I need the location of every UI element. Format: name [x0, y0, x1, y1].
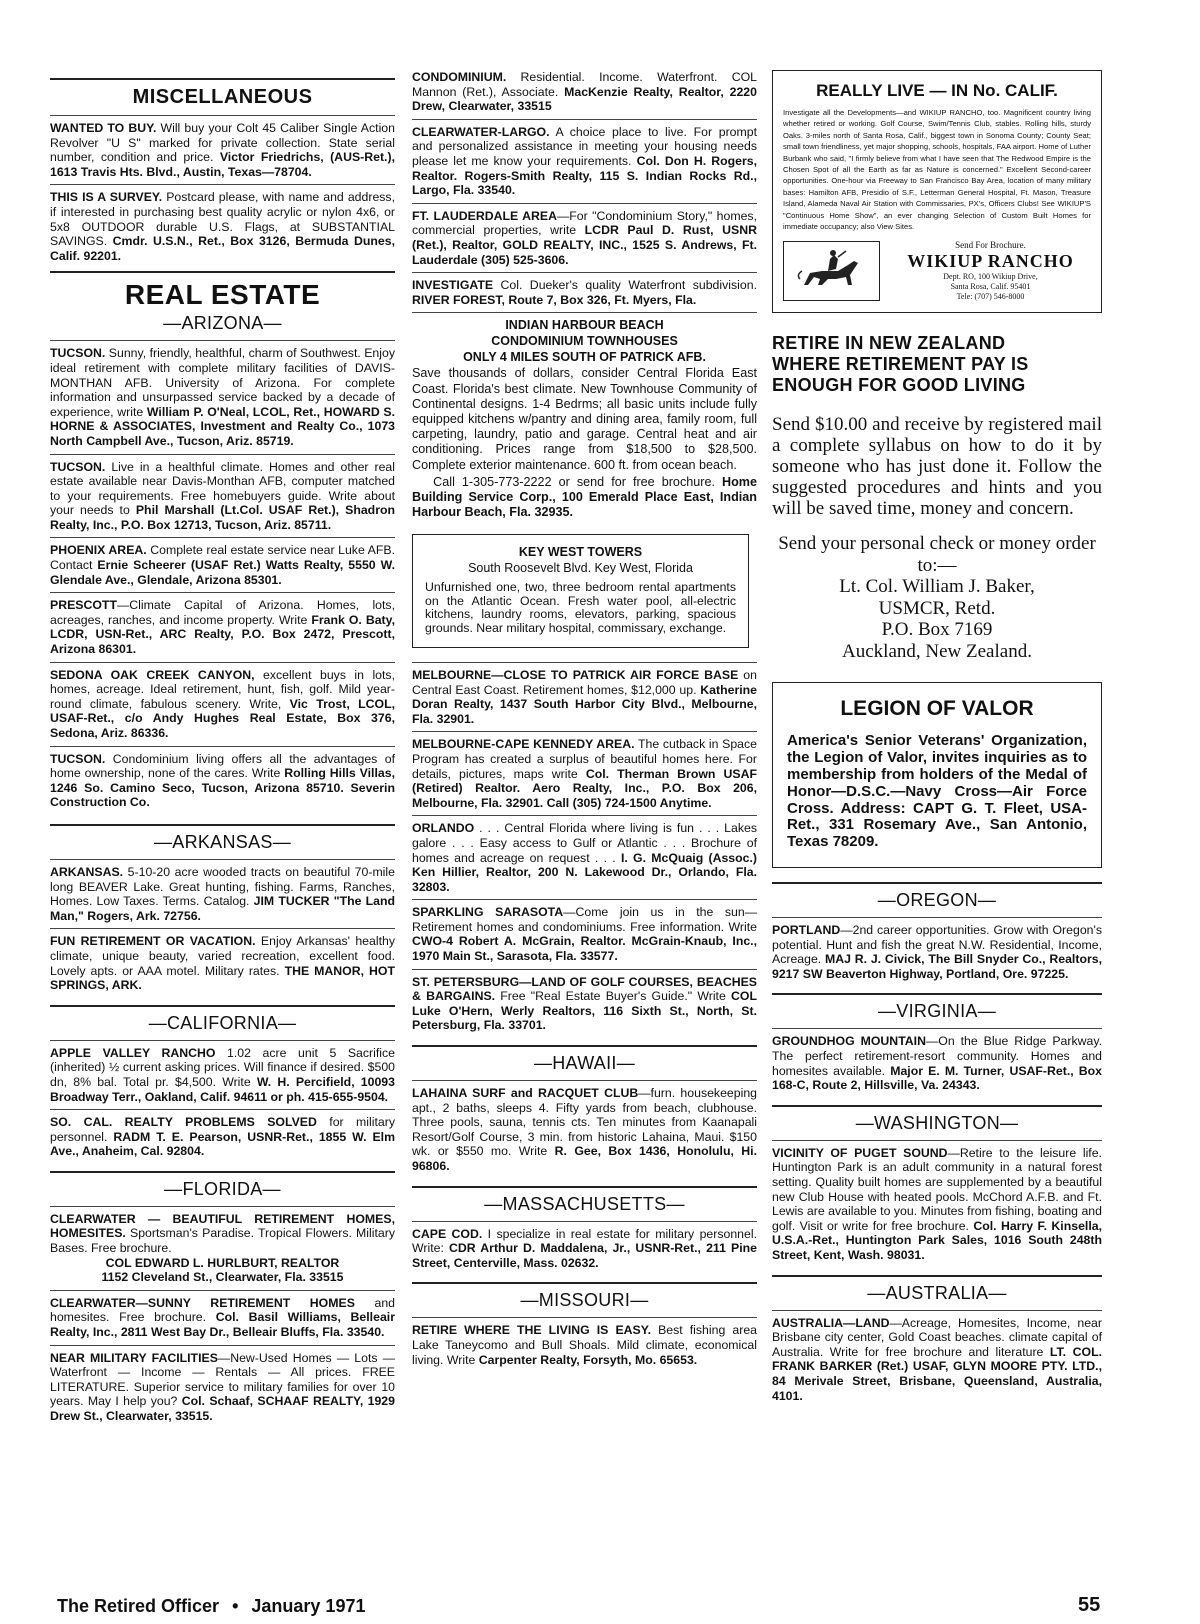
divider — [50, 340, 395, 341]
horse-rider-icon — [783, 241, 880, 301]
ad-contact: Call 1-305-773-2222 or send for free brochure. Home Building Service Corp., 100 Emerald Place East, Indian Harbour Beach, Fla. 32935. — [412, 474, 757, 520]
classified-ad: CLEARWATER-LARGO. A choice place to live. For prompt and personalized assistance in meeting your housing needs please let me know your requirements. Col. Don H. Rogers, Realtor. Rogers-Smith Realty, 115 S. Indian Rocks Rd., Largo, Fla. 33540. — [412, 124, 757, 198]
section-heading-miscellaneous: MISCELLANEOUS — [132, 86, 313, 108]
ad-headline: ENOUGH FOR GOOD LIVING — [772, 375, 1026, 396]
ad-subtitle: South Roosevelt Blvd. Key West, Florida — [468, 561, 693, 576]
classified-ad: PRESCOTT—Climate Capital of Arizona. Homes, lots, acreages, ranches, and income property. Write Frank O. Baty, LCDR, USN-Ret., ARC Realty, P.O. Box 2472, Prescott, Arizona 86301. — [50, 598, 395, 657]
classified-ad: CONDOMINIUM. Residential. Income. Waterfront. COL Mannon (Ret.), Associate. MacKenzie Realty, Realtor, 2220 Drew, Clearwater, 33515 — [412, 70, 757, 114]
divider — [50, 859, 395, 860]
ad-title: ONLY 4 MILES SOUTH OF PATRICK AFB. — [463, 350, 706, 365]
bullet-separator: • — [232, 1596, 239, 1616]
address-line: Auckland, New Zealand. — [842, 640, 1032, 662]
legion-of-valor-ad — [772, 682, 1102, 868]
divider — [412, 1221, 757, 1222]
wikiup-rancho-name: WIKIUP RANCHO — [907, 251, 1074, 272]
ad-headline: RETIRE IN NEW ZEALAND — [772, 333, 1006, 354]
region-heading-oregon: —OREGON— — [877, 890, 997, 911]
divider — [50, 271, 395, 273]
divider — [50, 1290, 395, 1291]
classified-ad: TUCSON. Sunny, friendly, healthful, charm of Southwest. Enjoy ideal retirement with complete military facilities of DAVIS-MONTHAN AFB. University of Arizona. For complete information and unsurpassed service backed by a decade of experience, write William P. O'Neal, LCOL, Ret., HOWARD S. HORNE & ASSOCIATES, Investment and Realty Co., 1073 North Campbell Ave., Tucson, Ariz. 85719. — [50, 346, 396, 448]
divider — [412, 1045, 757, 1047]
ad-body: America's Senior Veterans' Organization, the Legion of Valor, invites inquiries as to membership from holders of the Medal of Honor—D.S.C.—Navy Cross—Air Force Cross. Address: CAPT G. T. Fleet, USA-Ret., 331 Rosemary Ave., San Antonio, Texas 78209. — [787, 732, 1087, 851]
region-heading-virginia: —VIRGINIA— — [877, 1001, 996, 1022]
divider — [772, 917, 1102, 918]
divider — [50, 1171, 395, 1173]
classified-ad: VICINITY OF PUGET SOUND—Retire to the leisure life. Huntington Park is an adult community in a natural forest setting. Quality built homes are supplemented by a beautiful new Club House with heated pools. McChord A.F.B. and Ft. Lewis are available to you. Minutes from fishing, boating and golf. Visit or write for free brochure. Col. Harry F. Kinsella, U.S.A.-Ret., Huntington Park Sales, 1016 South 248th Street, Kent, Wash. 98031. — [772, 1145, 1102, 1262]
divider — [412, 899, 757, 900]
classified-ad: PORTLAND—2nd career opportunities. Grow with Oregon's potential. Hunt and fish the great N.W. Residential, Income, Acreage. MAJ R. J. Civick, The Bill Snyder Co., Realtors, 9217 SW Beaverton Highway, Portland, Ore. 97225. — [772, 923, 1102, 981]
region-heading-arkansas: —ARKANSAS— — [153, 831, 292, 852]
divider — [772, 1275, 1102, 1277]
classified-ad: CLEARWATER — BEAUTIFUL RETIREMENT HOMES, HOMESITES. Sportsman's Paradise. Tropical Flowers. Military Bases. Free brochure. COL EDWARD L. HURLBURT, REALTOR 1152 Cleveland St., Clearwater, Fla. 33515 — [50, 1211, 395, 1285]
address-line: Santa Rosa, Calif. 95401 — [950, 282, 1031, 292]
ad-body: Investigate all the Developments—and WIKIUP RANCHO, too. Magnificent country living whether retired or working. Golf Course, Swim/Tennis Club, stables. Rolling hills, sturdy Oaks. 3-miles north of Santa Rosa, Calif., biggest town in Sonoma County; County Seat; small town friendliness, yet major shopping, schools, hospitals, FAA airport. Home of Luther Burbank who said, "I firmly believe from what I have seen that The Redwood Empire is the Chosen Spot of all the Earth as far as Nature is concerned." Excellent Second-career opportunities. One-hour via Freeway to San Francisco Bay Area, location of many military bases: Hamilton AFB, Presidio of S.F., Letterman General Hospital, Ft. Mason, Treasure Island, Alameda Naval Air Station with Commissaries, PX's, Officers Clubs! See WIKIUP'S "Continuous Home Show", an ever changing Selection of Custom Built Homes for immediate occupancy; also View Sites. — [783, 108, 1091, 232]
divider — [412, 1080, 757, 1081]
classified-ad: THIS IS A SURVEY. Postcard please, with name and address, if interested in purchasing best quality acrylic or nylon 4x6, or 5x8 OUTDOOR durable U.S. Flags, at SUBSTANTIAL SAVINGS. Cmdr. U.S.N., Ret., Box 3126, Bermuda Dunes, Calif. 92201. — [50, 190, 395, 263]
divider — [50, 662, 395, 663]
ad-body: Send $10.00 and receive by registered mail a complete syllabus on how to do it by someone who has just done it. Follow the suggested procedures and hints and you will be saved time, money and concern. — [772, 414, 1102, 520]
key-west-towers-ad — [412, 534, 749, 648]
divider — [50, 115, 395, 116]
divider — [412, 272, 757, 273]
classified-ad: TUCSON. Condominium living offers all the advantages of home ownership, none of the cares. Write Rolling Hills Villas, 1246 So. Camino Seco, Tucson, Arizona 85710. Severin Construction Co. — [50, 751, 395, 810]
divider — [772, 1105, 1102, 1107]
indian-harbour-ad — [412, 318, 757, 520]
region-heading-washington: —WASHINGTON— — [855, 1112, 1019, 1133]
issue-date: January 1971 — [251, 1596, 366, 1616]
classified-ad: MELBOURNE—CLOSE TO PATRICK AIR FORCE BASE on Central East Coast. Retirement homes, $12,000 up. Katherine Doran Realty, 1437 South Harbor City Blvd., Melbourne, Fla. 32901. — [412, 667, 757, 726]
column-1 — [50, 70, 395, 1426]
divider — [50, 928, 395, 929]
divider — [772, 1140, 1102, 1141]
divider — [772, 1028, 1102, 1029]
classified-ad: AUSTRALIA—LAND—Acreage, Homesites, Income, near Brisbane city center, Gold Coast beaches. climate capital of Australia. Write for free brochure and literature LT. COL. FRANK BARKER (Ret.) USAF, GLYN MOORE PTY. LTD., 84 Merivale Street, Brisbane, Queensland, Australia, 4101. — [772, 1315, 1102, 1403]
divider — [412, 1186, 757, 1188]
divider — [772, 882, 1102, 884]
ad-body: Unfurnished one, two, three bedroom rental apartments on the Atlantic Ocean. Fresh water pool, all-electric kitchens, laundry rooms, elevators, parking, spacious grounds. Near military hospital, commissary, exchange. — [425, 580, 736, 635]
ad-body: Save thousands of dollars, consider Central Florida East Coast. Florida's best climate. New Townhouse Community of Continental designs. 1-4 Bedrms; all basic units include fully equipped kitchens w/pantry and dining area, family room, full carpeting, laundry, patio and garage. Central heat and air conditioning. Prices range from $18,500 to $28,500. Complete exterior maintenance. 600 ft. from ocean beach. — [412, 366, 757, 472]
new-zealand-ad — [772, 333, 1102, 662]
address-line: Tele: (707) 546-8000 — [956, 292, 1025, 302]
address-line: Dept. RO, 100 Wikiup Drive, — [943, 272, 1038, 282]
divider — [50, 592, 395, 593]
region-heading-arizona: —ARIZONA— — [163, 313, 282, 334]
page-number: 55 — [1078, 1594, 1101, 1616]
region-heading-hawaii: —HAWAII— — [533, 1053, 636, 1074]
section-heading-real-estate: REAL ESTATE — [124, 279, 321, 311]
divider — [50, 454, 395, 455]
classified-ad: MELBOURNE-CAPE KENNEDY AREA. The cutback in Space Program has created a surplus of beautiful homes here. For details, pictures, maps write Col. Therman Brown USAF (Retired) Realtor. Aero Realty, Inc., P.O. Box 206, Melbourne, Fla. 32901. Call (305) 724-1500 Anytime. — [412, 737, 757, 810]
ad-headline: WHERE RETIREMENT PAY IS — [772, 354, 1029, 375]
divider — [50, 746, 395, 747]
divider — [50, 1040, 395, 1041]
divider — [412, 969, 757, 970]
divider — [412, 1282, 757, 1284]
classified-ad: ARKANSAS. 5-10-20 acre wooded tracts on beautiful 70-mile long BEAVER Lake. Great hunting, fishing. Farms, Ranches, Homes. Low Taxes. Terms. Catalog. JIM TUCKER "The Land Man," Rogers, Ark. 72756. — [50, 864, 395, 923]
page-footer — [57, 1596, 365, 1617]
divider — [50, 184, 395, 185]
region-heading-australia: —AUSTRALIA— — [867, 1282, 1007, 1303]
classified-ad: NEAR MILITARY FACILITIES—New-Used Homes — Lots — Waterfront — Income — Rentals — All prices. FREE LITERATURE. Superior service to military families for over 10 years. May I help you? Col. Schaaf, SCHAAF REALTY, 1929 Drew St., Clearwater, 33515. — [50, 1350, 395, 1423]
divider — [772, 1310, 1102, 1311]
region-heading-california: —CALIFORNIA— — [148, 1012, 297, 1033]
region-heading-florida: —FLORIDA— — [164, 1178, 281, 1199]
classified-ad: GROUNDHOG MOUNTAIN—On the Blue Ridge Parkway. The perfect retirement-resort community. Homes and homesites available. Major E. M. Turner, USAF-Ret., Box 168-C, Route 2, Hillsville, Va. 24343. — [772, 1034, 1102, 1093]
address-line: Lt. Col. William J. Baker, — [839, 576, 1035, 598]
divider — [50, 1109, 395, 1110]
divider — [50, 1345, 395, 1346]
divider — [412, 203, 757, 204]
ad-send-line: Send your personal check or money order to:— — [778, 533, 1096, 576]
classified-ad: SEDONA OAK CREEK CANYON, excellent buys in lots, homes, acreage. Ideal retirement, hunt, fish, golf. Mild year-round climate, fabulous scenery. Write, Vic Trost, LCOL, USAF-Ret., c/o Andy Hughes Real Estate, Box 376, Sedona, Ariz. 86336. — [50, 667, 395, 740]
divider — [50, 537, 395, 538]
divider — [50, 78, 395, 80]
region-heading-missouri: —MISSOURI— — [520, 1290, 649, 1311]
ad-title: INDIAN HARBOUR BEACH — [505, 318, 664, 333]
classified-ad: WANTED TO BUY. Will buy your Colt 45 Caliber Single Action Revolver "U S" marked for private collection. State serial number, condition and price. Victor Friedrichs, (AUS-Ret.), 1613 Travis Hts. Blvd., Austin, Texas—78704. — [50, 121, 395, 179]
address-line: P.O. Box 7169 — [881, 619, 993, 641]
classified-ad: APPLE VALLEY RANCHO 1.02 acre unit 5 Sacrifice (inherited) ½ current asking prices. Will finance if desired. $500 dn, 8% bal. Total pr. $4,500. Write W. H. Percifield, 10093 Broadway Terr., Oakland, Calif. 94611 or ph. 415-655-9504. — [50, 1045, 395, 1104]
region-heading-massachusetts: —MASSACHUSETTS— — [484, 1193, 685, 1214]
divider — [412, 662, 757, 663]
ad-title: CONDOMINIUM TOWNHOUSES — [491, 334, 678, 349]
ad-title: REALLY LIVE — IN No. CALIF. — [816, 81, 1058, 100]
classified-ad: SO. CAL. REALTY PROBLEMS SOLVED for military personnel. RADM T. E. Pearson, USNR-Ret., 1855 W. Elm Ave., Anaheim, Cal. 92804. — [50, 1115, 396, 1159]
classified-ad: FT. LAUDERDALE AREA—For "Condominium Story," homes, commercial properties, write LCDR Paul D. Rust, USNR (Ret.), Realtor, GOLD REALTY, INC., 1525 S. Andrews, Ft. Lauderdale (305) 525-3606. — [412, 208, 758, 267]
classified-ad: PHOENIX AREA. Complete real estate service near Luke AFB. Contact Ernie Scheerer (USAF Ret.) Watts Realty, 5550 W. Glendale Ave., Glendale, Arizona 85301. — [50, 543, 395, 587]
divider — [50, 1005, 395, 1007]
divider — [412, 1317, 757, 1318]
classified-ad: TUCSON. Live in a healthful climate. Homes and other real estate available near Davis-Monthan AFB, computer matched to your requirements. Free homebuyers guide. Write about your needs to Phil Marshall (Lt.Col. USAF Ret.), Shadron Realty, Inc., P.O. Box 12713, Tucson, Ariz. 85711. — [50, 459, 396, 532]
classified-ad: RETIRE WHERE THE LIVING IS EASY. Best fishing area Lake Taneycomo and Bull Shoals. Mild climate, economical living. Write Carpenter Realty, Forsyth, Mo. 65653. — [412, 1323, 757, 1367]
divider — [50, 824, 395, 826]
ad-title: LEGION OF VALOR — [840, 697, 1034, 721]
divider — [772, 993, 1102, 995]
magazine-title: The Retired Officer — [57, 1596, 220, 1616]
divider — [412, 119, 757, 120]
divider — [412, 815, 757, 816]
classified-ad: ORLANDO . . . Central Florida where living is fun . . . Lakes galore . . . Easy access to Gulf or Atlantic . . . Brochure of homes and acreage on request . . . I. G. McQuaig (Assoc.) Ken Hillier, Realtor, 200 N. Lakewood Dr., Orlando, Fla. 32803. — [412, 821, 757, 894]
classified-ad: CAPE COD. I specialize in real estate for military personnel. Write: CDR Arthur D. Maddalena, Jr., USNR-Ret., 211 Pine Street, Centerville, Mass. 02632. — [412, 1226, 757, 1270]
divider — [412, 312, 757, 313]
classified-ad: CLEARWATER—SUNNY RETIREMENT HOMES and homesites. Free brochure. Col. Basil Williams, Belleair Realty, Inc., 2811 West Bay Dr., Belleair Bluffs, Fla. 33540. — [50, 1295, 395, 1340]
send-for-brochure: Send For Brochure. — [955, 240, 1026, 251]
divider — [50, 1206, 395, 1207]
classified-ad: SPARKLING SARASOTA—Come join us in the sun—Retirement homes and condominiums. Free information. Write CWO-4 Robert A. McGrain, Realtor. McGrain-Knaub, Inc., 1970 Main St., Sarasota, Fla. 33577. — [412, 905, 757, 964]
classified-ad: ST. PETERSBURG—LAND OF GOLF COURSES, BEACHES & BARGAINS. Free "Real Estate Buyer's Guide." Write COL Luke O'Hern, Werly Realtors, 116 Sixth St., North, St. Petersburg, Fla. 33701. — [412, 974, 757, 1033]
classified-ad: LAHAINA SURF and RACQUET CLUB—furn. housekeeping apt., 2 baths, sleeps 4. Fifty yards from beach, clubhouse. Three pools, sauna, tennis cts. Ten minutes from Kaanapali Resort/Golf Course, 3 min. from historic Lahaina, Maui. $150 wk. or $550 mo. Write R. Gee, Box 1436, Honolulu, Hi. 96806. — [412, 1086, 758, 1173]
wikiup-rancho-ad — [772, 70, 1102, 313]
column-3 — [772, 70, 1102, 1405]
divider — [412, 731, 757, 732]
column-2 — [412, 70, 757, 1369]
classified-ad: FUN RETIREMENT OR VACATION. Enjoy Arkansas' healthy climate, unique beauty, varied recreation, excellent food. Lovely apts. or AAA motel. Military rates. THE MANOR, HOT SPRINGS, ARK. — [50, 934, 395, 993]
address-line: USMCR, Retd. — [878, 597, 996, 619]
ad-title: KEY WEST TOWERS — [518, 545, 643, 560]
classified-ad: INVESTIGATE Col. Dueker's quality Waterfront subdivision. RIVER FOREST, Route 7, Box 326, Ft. Myers, Fla. — [412, 278, 757, 307]
